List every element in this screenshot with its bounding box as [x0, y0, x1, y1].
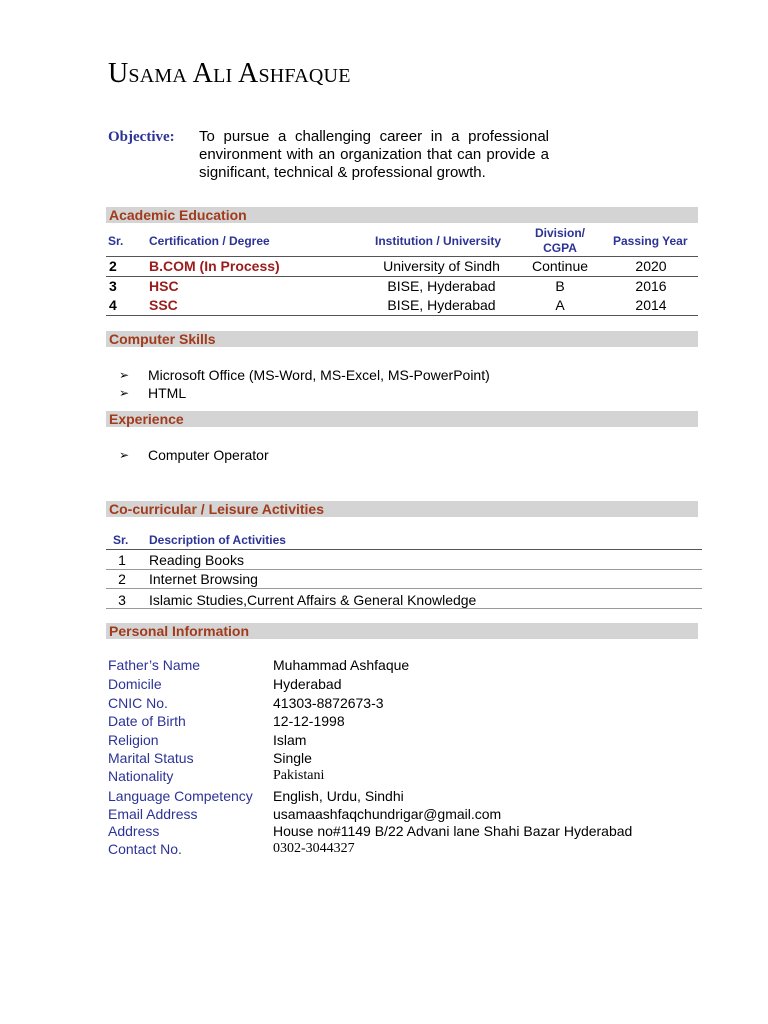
religion-value: Islam	[273, 732, 307, 748]
domicile-value: Hyderabad	[273, 676, 342, 692]
academic-header-institution: Institution / University	[375, 234, 502, 248]
list-item: Computer Operator	[148, 447, 269, 463]
activities-row-sr: 3	[118, 592, 126, 608]
academic-row-division: Continue	[531, 258, 589, 274]
objective-text: To pursue a challenging career in a professional environment with an organization that can provide a significant, technical & professional growth.	[199, 128, 549, 181]
list-item: HTML	[148, 385, 187, 401]
academic-header-division-line2: CGPA	[543, 241, 577, 255]
academic-row-year: 2016	[635, 278, 667, 294]
academic-row-sr: 2	[109, 258, 117, 274]
religion-label: Religion	[108, 732, 159, 748]
personal-section-title: Personal Information	[109, 623, 250, 639]
address-label: Address	[108, 823, 160, 839]
academic-header-sr: Sr.	[108, 234, 124, 248]
activities-row-desc: Reading Books	[149, 552, 244, 568]
contact-label: Contact No.	[108, 841, 182, 857]
skills-section-title: Computer Skills	[109, 331, 216, 347]
academic-header-year: Passing Year	[613, 234, 688, 248]
activities-top-rule	[106, 549, 702, 550]
email-value: usamaashfaqchundrigar@gmail.com	[273, 806, 502, 822]
academic-header-division	[525, 226, 595, 256]
activities-row-sr: 1	[118, 552, 126, 568]
academic-row-division: B	[555, 278, 565, 294]
language-label: Language Competency	[108, 788, 253, 804]
skills-section-header	[106, 331, 698, 347]
candidate-name: USAMA ALI ASHFAQUE	[108, 58, 351, 89]
personal-section-header	[106, 623, 698, 639]
activities-row-rule	[106, 588, 702, 589]
bullet-arrow-icon: ➢	[119, 368, 130, 382]
academic-section-header	[106, 207, 698, 223]
activities-header-sr: Sr.	[113, 533, 129, 547]
dob-value: 12-12-1998	[273, 713, 345, 729]
marital-status-label: Marital Status	[108, 750, 194, 766]
bullet-arrow-icon: ➢	[119, 448, 130, 462]
activities-header-desc: Description of Activities	[149, 533, 286, 547]
academic-row-institution: BISE, Hyderabad	[387, 297, 496, 313]
activities-row-sr: 2	[118, 571, 126, 587]
domicile-label: Domicile	[108, 676, 162, 692]
academic-row-year: 2020	[635, 258, 667, 274]
activities-section-header	[106, 501, 698, 517]
nationality-label: Nationality	[108, 768, 174, 784]
academic-row-degree: B.COM (In Process)	[149, 258, 280, 274]
activities-row-desc: Islamic Studies,Current Affairs & General Knowledge	[149, 592, 477, 608]
language-value: English, Urdu, Sindhi	[273, 788, 404, 804]
fathers-name-label: Father’s Name	[108, 657, 201, 673]
objective-label: Objective:	[108, 129, 175, 145]
academic-header-degree: Certification / Degree	[149, 234, 270, 248]
address-value: House no#1149 B/22 Advani lane Shahi Bazar Hyderabad	[273, 823, 633, 839]
academic-row-division: A	[555, 297, 565, 313]
academic-row-sr: 3	[109, 278, 117, 294]
experience-section-header	[106, 411, 698, 427]
activities-section-title: Co-curricular / Leisure Activities	[109, 501, 324, 517]
fathers-name-value: Muhammad Ashfaque	[273, 657, 410, 673]
academic-row-sr: 4	[109, 297, 117, 313]
activities-bottom-rule	[106, 608, 702, 609]
cnic-label: CNIC No.	[108, 695, 168, 711]
academic-row-degree: SSC	[149, 297, 178, 313]
academic-row-institution: University of Sindh	[383, 258, 500, 274]
academic-row-institution: BISE, Hyderabad	[387, 278, 496, 294]
marital-status-value: Single	[273, 750, 312, 766]
dob-label: Date of Birth	[108, 713, 186, 729]
academic-row-year: 2014	[635, 297, 667, 313]
academic-row-degree: HSC	[149, 278, 179, 294]
activities-row-desc: Internet Browsing	[149, 571, 258, 587]
bullet-arrow-icon: ➢	[119, 386, 130, 400]
list-item: Microsoft Office (MS-Word, MS-Excel, MS-PowerPoint)	[148, 367, 490, 383]
contact-value: 0302-3044327	[273, 841, 355, 856]
cnic-value: 41303-8872673-3	[273, 695, 384, 711]
academic-bottom-rule	[106, 315, 698, 316]
nationality-value: Pakistani	[273, 768, 325, 783]
academic-section-title: Academic Education	[109, 207, 247, 223]
academic-header-division-line1: Division/	[534, 226, 585, 240]
experience-section-title: Experience	[109, 411, 184, 427]
email-label: Email Address	[108, 806, 198, 822]
